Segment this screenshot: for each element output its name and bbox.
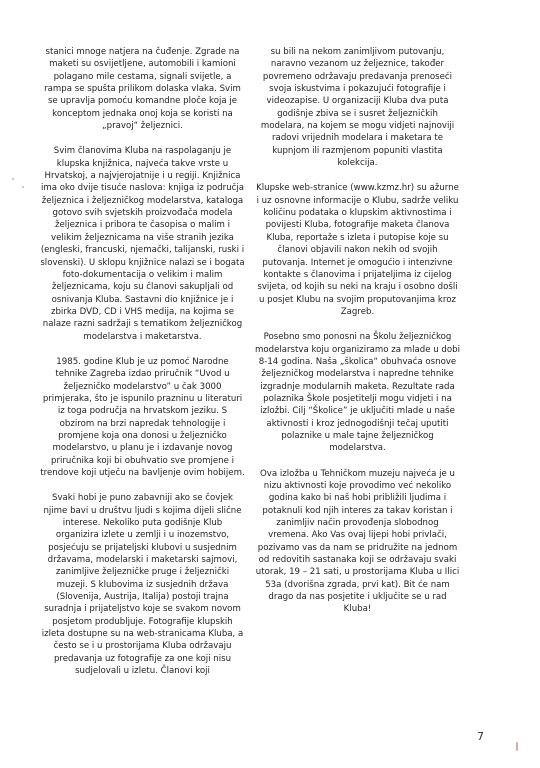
paragraph: Svaki hobi je puno zabavniji ako se čovjek njime bavi u društvu ljudi s kojima dijeli slične interese. Nekoliko puta godišnje Klub organizira izlete u zemlji i u inozemstvo, posjećuju se prijateljski klubovi u susjednim državama, modelarski i maketarski sajmovi, zanimljive željezničke pruge i željeznički muzeji. S klubovima iz susjednih država (Slovenija, Austrija, Italija) postoji trajna suradnja i prijateljstvo koje se svakom novom posjetom produbljuje. Fotografije klupskih izleta dostupne su na web-stranicama Kluba, a često se i u prostorijama Kluba održavaju predavanja uz fotografije za one koji nisu sudjelovali u izletu. Članovi koji — [41, 493, 244, 677]
scan-speck — [12, 178, 14, 180]
paragraph: Klupske web-stranice (www.kzmz.hr) su ažurne i uz osnovne informacije o Klubu, sadrže veliku količinu podataka o klupskim aktivnostima i povijesti Kluba, fotografije maketa članova Kluba, reportaže s izleta i putopise koje su članovi objavili nakon nekih od svojih putovanja. Internet je omogućio i intenzivne kontakte s članovima i prijateljima iz cijelog svijeta, od kojih su neki na kraju i osobno došli u posjet Klubu na svojim proputovanjima kroz Zagreb. — [256, 183, 459, 317]
paragraph: su bili na nekom zanimljivom putovanju, naravno vezanom uz željeznice, također povremeno održavaju predavanja prenoseći svoja iskustvima i pokazujući fotografije i videozapise. U organizaciji Kluba dva puta godišnje zbiva se i susret željezničkih modelara, na kojem se mogu vidjeti najnoviji radovi vrijednih modelara i maketara te kupnjom ili razmjenom popuniti vlastita kolekcija. — [260, 47, 455, 169]
scan-speck — [516, 742, 518, 751]
paragraph: Ova izložba u Tehničkom muzeju najveća je u nizu aktivnosti koje provodimo već nekoliko godina kako bi naš hobi približili ljudima i potaknuli kod njih interes za takav koristan i zanimljiv način provođenja slobodnog vremena. Ako Vas ovaj lijepi hobi privlači, pozivamo vas da nam se pridružite na jednom od redovitih sastanaka koji se održavaju svaki utorak, 19 – 21 sati, u prostorijama Kluba u Ilici 53a (dvorišna zgrada, prvi kat). Bit će nam drago da nas posjetite i uključite se u rad Kluba! — [255, 468, 460, 615]
paragraph: stanici mnoge natjera na čuđenje. Zgrade na maketi su osvijetljene, automobili i kamioni polagano mile cestama, signali svijetle, a rampa se spušta prilikom dolaska vlaka. Svim se upravlja pomoću komandne ploče koja je konceptom jednaka onoj koja se koristi na „pravoj“ željeznici. — [44, 47, 241, 132]
page-number: 7 — [477, 730, 484, 743]
right-text-column — [255, 46, 460, 616]
paragraph: Posebno smo ponosni na Školu željezničkog modelarstva koju organiziramo za mlade u dobi 8-14 godina. Naša „školica“ obuhvaća osnove željezničkog modelarstva i napredne tehnike izgradnje modularnih maketa. Rezultate rada polaznika Škole posjetitelji mogu vidjeti i na izložbi. Cilj “Školice” je uključiti mlade u naše aktivnosti i kroz jednogodišnji tečaj uputiti polaznike u male tajne željezničkog modelarstva. — [255, 332, 460, 454]
scan-speck — [22, 186, 24, 188]
paragraph: 1985. godine Klub je uz pomoć Narodne tehnike Zagreba izdao priručnik “Uvod u željezničko modelarstvo” u čak 3000 primjeraka, što je ispunilo prazninu u literaturi iz toga područja na hrvatskom jeziku. S obzirom na brzi napredak tehnologije i promjene koja ona donosi u željezničko modelarstvo, u planu je i izdavanje novog priručnika koji bi obuhvatio sve promjene i trendove koji utječu na bavljenje ovim hobijem. — [40, 356, 245, 478]
left-text-column — [40, 46, 245, 678]
paragraph: Svim članovima Kluba na raspolaganju je klupska knjižnica, najveća takve vrste u Hrvatskoj, a najvjerojatnije i u regiji. Knjižnica ima oko dvije tisuće naslova: knjiga iz područja željeznica i željezničkog modelarstva, kataloga gotovo svih svjetskih proizvođača modela željeznica i pribora te časopisa o malim i velikim željeznicama na više stranih jezika (engleski, francuski, njemački, talijanski, ruski i slovenski). U sklopu knjižnice nalazi se i bogata foto-dokumentacija o velikim i malim željeznicama, koju su članovi sakupljali od osnivanja Kluba. Sastavni dio knjižnice je i zbirka DVD, CD i VHS medija, na kojima se nalaze razni sadržaji s tematikom željezničkog modelarstva i maketarstva. — [40, 146, 245, 342]
